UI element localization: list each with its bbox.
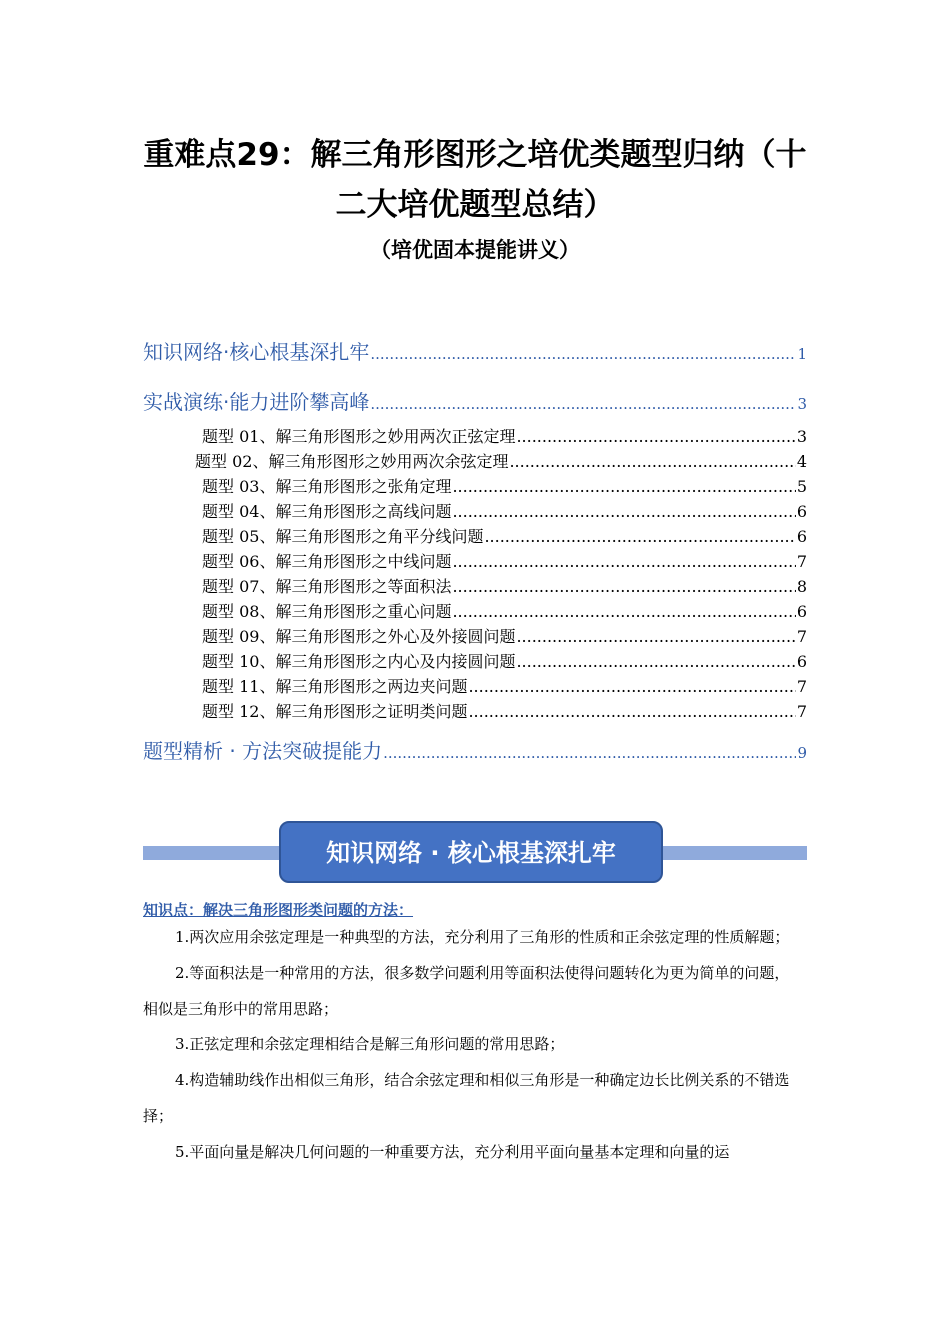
toc-section-2[interactable]	[143, 386, 807, 415]
paragraph: 1.两次应用余弦定理是一种典型的方法，充分利用了三角形的性质和正余弦定理的性质解题；	[175, 928, 790, 946]
toc-item[interactable]	[202, 699, 807, 724]
toc-page: 1	[797, 345, 807, 363]
toc-page: 9	[797, 744, 807, 762]
toc-item[interactable]	[202, 599, 807, 624]
section-banner: 知识网络 · 核心根基深扎牢	[279, 821, 663, 883]
toc-label: 题型 06、解三角形图形之中线问题	[202, 552, 452, 571]
toc-page: 7	[796, 677, 807, 696]
toc-page: 7	[796, 702, 807, 721]
toc-item[interactable]	[202, 474, 807, 499]
toc-page: 7	[796, 552, 807, 571]
toc-leader	[452, 577, 795, 596]
paragraph: 4.构造辅助线作出相似三角形，结合余弦定理和相似三角形是一种确定边长比例关系的不错选择；	[143, 1071, 790, 1125]
toc-label: 题型 11、解三角形图形之两边夹问题	[202, 677, 468, 696]
toc-leader	[516, 427, 795, 446]
toc-leader	[452, 552, 795, 571]
toc-label: 题型 09、解三角形图形之外心及外接圆问题	[202, 627, 516, 646]
toc-label: 题型 02、解三角形图形之妙用两次余弦定理	[195, 452, 509, 471]
document-subtitle: （培优固本提能讲义）	[370, 238, 580, 262]
toc-label: 题型 08、解三角形图形之重心问题	[202, 602, 452, 621]
paragraph: 2.等面积法是一种常用的方法，很多数学问题利用等面积法使得问题转化为更为简单的问题，相似是三角形中的常用思路；	[143, 963, 790, 1018]
paragraph: 5.平面向量是解决几何问题的一种重要方法，充分利用平面向量基本定理和向量的运	[175, 1142, 730, 1161]
paragraph: 3.正弦定理和余弦定理相结合是解三角形问题的常用思路；	[175, 1035, 565, 1054]
toc-section-3[interactable]	[143, 735, 807, 764]
toc-item[interactable]	[202, 524, 807, 549]
toc-leader	[516, 627, 795, 646]
toc-item[interactable]	[202, 424, 807, 449]
toc-item[interactable]	[202, 674, 807, 699]
toc-page: 3	[796, 427, 807, 446]
toc-item[interactable]	[202, 624, 807, 649]
document-title: 重难点29：解三角形图形之培优类题型归纳（十二大培优题型总结）	[143, 137, 807, 223]
knowledge-point-heading: 知识点：解决三角形图形类问题的方法：	[143, 901, 414, 919]
toc-page: 7	[796, 627, 807, 646]
toc-item[interactable]	[195, 449, 807, 474]
toc-label: 题型 01、解三角形图形之妙用两次正弦定理	[202, 427, 516, 446]
toc-item[interactable]	[202, 574, 807, 599]
toc-item[interactable]	[202, 649, 807, 674]
toc-label: 题型 03、解三角形图形之张角定理	[202, 477, 452, 496]
toc-item[interactable]	[202, 549, 807, 574]
toc-leader	[452, 502, 795, 521]
toc-leader	[468, 702, 795, 721]
body-text	[143, 920, 798, 1171]
toc-label: 知识网络·核心根基深扎牢	[143, 340, 370, 364]
toc-label: 题型 07、解三角形图形之等面积法	[202, 577, 452, 596]
toc-page: 6	[796, 652, 807, 671]
toc-leader	[484, 527, 795, 546]
toc-label: 题型 12、解三角形图形之证明类问题	[202, 702, 468, 721]
toc-label: 题型 04、解三角形图形之高线问题	[202, 502, 452, 521]
toc-page: 6	[796, 502, 807, 521]
toc-page: 3	[797, 395, 807, 413]
toc-label: 题型精析 · 方法突破提能力	[143, 739, 383, 763]
toc-page: 8	[796, 577, 807, 596]
toc-page: 4	[796, 452, 807, 471]
toc-leader	[452, 477, 795, 496]
toc-leader	[370, 395, 796, 413]
toc-label: 题型 10、解三角形图形之内心及内接圆问题	[202, 652, 516, 671]
toc-leader	[452, 602, 795, 621]
toc-leader	[509, 452, 795, 471]
toc-leader	[383, 744, 796, 762]
toc-section-1[interactable]	[143, 336, 807, 365]
toc-page: 6	[796, 527, 807, 546]
toc-leader	[468, 677, 795, 696]
toc-page: 6	[796, 602, 807, 621]
toc-leader	[370, 345, 796, 363]
toc-label: 题型 05、解三角形图形之角平分线问题	[202, 527, 484, 546]
toc-page: 5	[796, 477, 807, 496]
toc-leader	[516, 652, 795, 671]
toc-label: 实战演练·能力进阶攀高峰	[143, 390, 370, 414]
toc-item[interactable]	[202, 499, 807, 524]
